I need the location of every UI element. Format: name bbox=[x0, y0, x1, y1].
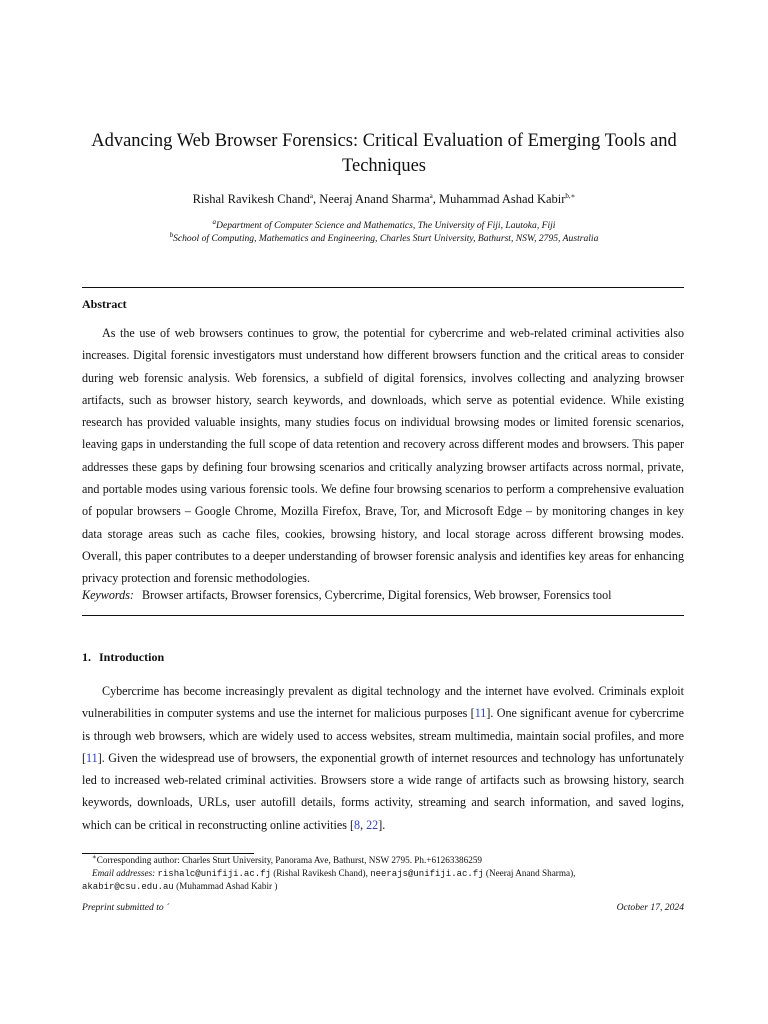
affiliation-text: School of Computing, Mathematics and Engineering, Charles Sturt University, Bathurst, NSW, 2795, Australia bbox=[173, 232, 599, 244]
email-address[interactable]: akabir@csu.edu.au bbox=[82, 882, 174, 892]
abstract-text: As the use of web browsers continues to grow, the potential for cybercrime and web-related criminal activities also increases. Digital forensic investigators must understand how different browsers function and the critical areas to consider during web forensic analysis. Web forensics, a subfield of digital forensics, involves collecting and analyzing browser artifacts, such as browser history, search keywords, and downloads, which serve as potential evidence. While existing research has provided valuable insights, many studies focus on individual browsing modes or limited forensic scenarios, leaving gaps in understanding the full scope of data retention and recovery across different modes and browsers. This paper addresses these gaps by defining four browsing scenarios and critically analyzing browser artifacts across normal, private, and portable modes using various forensic tools. We define four browsing scenarios to perform a comprehensive evaluation of popular browsers – Google Chrome, Mozilla Firefox, Brave, Tor, and Microsoft Edge – by monitoring changes in key data storage areas such as cache files, cookies, browsing history, and local storage across different browsing modes. Overall, this paper contributes to a deeper understanding of browser forensic analysis and identifies key areas for enhancing privacy protection and forensic methodologies. bbox=[82, 326, 684, 586]
affiliation bbox=[60, 217, 708, 233]
citation-link[interactable]: 11 bbox=[474, 706, 487, 721]
email-address[interactable]: neerajs@unifiji.ac.fj bbox=[370, 868, 484, 879]
email-owner: (Rishal Ravikesh Chand), bbox=[273, 867, 368, 878]
keywords-label: Keywords: bbox=[82, 588, 134, 602]
author-affil-mark: a bbox=[429, 191, 433, 200]
author-name: Muhammad Ashad Kabir bbox=[439, 192, 566, 206]
text-run: ]. One significant avenue for cybercrime is through web browsers, which are widely used to access websites, stream multimedia, maintain social profiles, and more [ bbox=[82, 706, 684, 765]
corresponding-author-text: Corresponding author: Charles Sturt University, Panorama Ave, Bathurst, NSW 2795. Ph.+61263386259 bbox=[96, 855, 483, 865]
email-address[interactable]: rishalc@unifiji.ac.fj bbox=[157, 868, 271, 879]
section-title: Introduction bbox=[99, 650, 165, 664]
preprint-note: Preprint submitted to ´ bbox=[82, 902, 170, 913]
paper-title: Advancing Web Browser Forensics: Critical Evaluation of Emerging Tools and Techniques bbox=[91, 131, 677, 176]
author-name: Rishal Ravikesh Chand bbox=[192, 192, 310, 206]
email-label: Email addresses: bbox=[92, 867, 156, 878]
text-run: ]. bbox=[378, 817, 386, 832]
top-rule bbox=[82, 287, 684, 288]
keywords-text: Browser artifacts, Browser forensics, Cybercrime, Digital forensics, Web browser, Forensics tool bbox=[141, 588, 612, 602]
bottom-rule bbox=[82, 615, 684, 616]
introduction-paragraph bbox=[82, 680, 684, 836]
citation-link[interactable]: 8 bbox=[354, 817, 361, 832]
text-run: , bbox=[360, 817, 367, 832]
footer-date: October 17, 2024 bbox=[616, 902, 684, 913]
footnotes bbox=[82, 854, 684, 894]
section-heading-introduction bbox=[82, 650, 164, 665]
abstract-body bbox=[82, 322, 684, 590]
affiliation-text: Department of Computer Science and Mathematics, The University of Fiji, Lautoka, Fiji bbox=[216, 220, 556, 231]
citation-link[interactable]: 22 bbox=[366, 817, 379, 832]
author-affil-mark: b,∗ bbox=[565, 191, 576, 200]
citation-link[interactable]: 11 bbox=[86, 750, 98, 765]
author-name: Neeraj Anand Sharma bbox=[319, 192, 430, 206]
author-separator: , bbox=[432, 192, 440, 206]
email-owner: (Neeraj Anand Sharma), bbox=[485, 867, 576, 878]
introduction-body bbox=[82, 680, 684, 836]
affiliation-mark: b bbox=[169, 230, 174, 239]
email-note bbox=[82, 867, 684, 881]
affiliation-list bbox=[60, 217, 708, 245]
keywords-line bbox=[82, 588, 684, 603]
email-note-continued bbox=[82, 880, 684, 894]
abstract-heading: Abstract bbox=[82, 297, 127, 311]
author-list bbox=[60, 192, 708, 207]
text-run: Cybercrime has become increasingly prevalent as digital technology and the internet have evolved. Criminals exploit vulnerabilities in computer systems and use the internet for malicious purposes [ bbox=[82, 684, 684, 721]
affiliation-mark: a bbox=[212, 217, 217, 226]
author-affil-mark: a bbox=[309, 191, 314, 200]
text-run: ]. Given the widespread use of browsers, the exponential growth of internet resources and technology has unfortunately led to increased web-related criminal activities. Browsers store a wide range of artifacts such as browsing history, search keywords, downloads, URLs, user autofill details, forms activity, streaming and search information, and saved logins, which can be critical in reconstructing online activities [ bbox=[82, 750, 684, 832]
section-number: 1. bbox=[82, 650, 91, 664]
email-owner: (Muhammad Ashad Kabir ) bbox=[176, 881, 278, 891]
author-separator: , bbox=[313, 192, 320, 206]
footnote-mark: ∗ bbox=[92, 852, 97, 861]
corresponding-author-note bbox=[82, 854, 684, 867]
affiliation bbox=[60, 230, 708, 246]
